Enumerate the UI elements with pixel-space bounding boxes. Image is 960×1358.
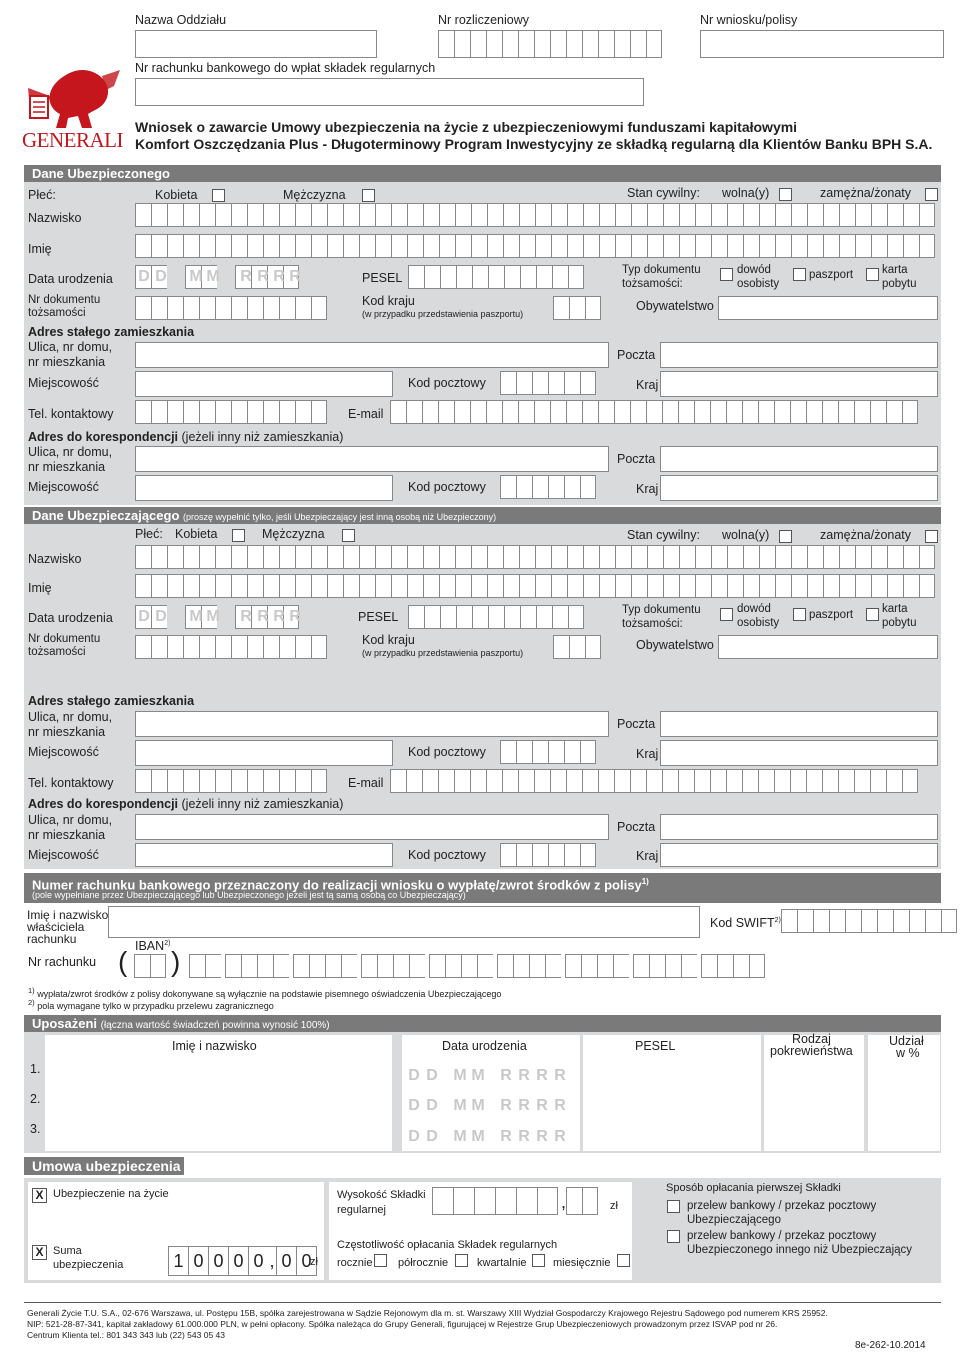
phone-label: Tel. kontaktowy — [28, 407, 114, 421]
insurer-street-label: Ulica, nr domu, — [28, 710, 113, 724]
insurer-doc-number-cells[interactable] — [135, 635, 327, 659]
male-label: Mężczyzna — [283, 188, 346, 202]
insurer-sex-label: Płeć: — [135, 527, 163, 541]
frequency-halfyearly-checkbox[interactable] — [455, 1254, 468, 1267]
country-field[interactable] — [660, 371, 938, 397]
passport-checkbox[interactable] — [793, 268, 806, 281]
insurer-corr-address-note: (jeżeli inny niż zamieszkania) — [181, 797, 344, 811]
logo-text: GENERALI — [22, 128, 123, 152]
insurer-street-field[interactable] — [135, 711, 609, 737]
payment-method-label: Sposób opłacania pierwszej Składki — [666, 1182, 841, 1194]
life-checkbox[interactable]: X — [32, 1188, 47, 1203]
single-label: wolna(y) — [722, 186, 770, 200]
swift-label — [710, 917, 781, 930]
married-label: zamężna/żonaty — [820, 186, 912, 200]
corr-street-label-2: nr mieszkania — [28, 460, 106, 474]
post-field[interactable] — [660, 342, 938, 368]
insurer-id-card-checkbox[interactable] — [720, 608, 733, 621]
insurer-corr-street-label: Ulica, nr domu, — [28, 813, 113, 827]
beneficiary-row-1-number: 1. — [30, 1062, 41, 1076]
insurer-residence-label-2: pobytu — [882, 617, 917, 629]
insurer-postcode-cells[interactable] — [500, 740, 596, 764]
phone-cells[interactable] — [135, 400, 327, 424]
sum-checkbox[interactable]: X — [32, 1245, 47, 1260]
insurer-corr-postcode-label: Kod pocztowy — [408, 848, 486, 862]
insurer-doc-type-label: Typ dokumentu — [622, 604, 701, 616]
beneficiary-row-2-number: 2. — [30, 1092, 41, 1106]
account-number-label: Nr rachunku — [28, 955, 97, 969]
insurer-corr-postcode-cells[interactable] — [500, 843, 596, 867]
id-card-checkbox[interactable] — [720, 268, 733, 281]
owner-label: Imię i nazwisko — [27, 908, 109, 922]
insurer-corr-city-label: Miejscowość — [28, 848, 99, 862]
city-label: Miejscowość — [28, 376, 99, 390]
insurer-post-field[interactable] — [660, 711, 938, 737]
beneficiaries-title: Uposażeni — [32, 1016, 98, 1031]
col-share-header: Udział — [889, 1034, 924, 1048]
corr-postcode-label: Kod pocztowy — [408, 480, 486, 494]
email-label: E-mail — [348, 407, 384, 421]
street-label-2: nr mieszkania — [28, 355, 106, 369]
insurer-country-code-label: Kod kraju — [362, 633, 415, 647]
footnote-1-text: wypłata/zwrot środków z polisy dokonywane są wyłącznie na podstawie pisemnego oświadczenia Ubezpieczającego — [37, 989, 502, 999]
sum-digit: 0 — [277, 1247, 297, 1275]
premium-label: Wysokość Składki — [337, 1189, 426, 1201]
insurer-marital-label: Stan cywilny: — [627, 528, 700, 542]
insurer-doc-number-label: Nr dokumentu — [28, 633, 101, 645]
col-pesel-header: PESEL — [635, 1039, 676, 1053]
frequency-halfyearly-label: półrocznie — [398, 1257, 449, 1269]
footer-line-2: NIP: 521-28-87-341, kapitał zakładowy 61.000.000 PLN, w pełni opłacony. Spółka należąca do Grupy Generali, figurującej w Rejestrze Grup Ubezpieczeniowych prowadzonym przez ISVAP pod nr 26. — [27, 1319, 778, 1329]
form-title-line2: Komfort Oszczędzania Plus - Długoterminowy Program Inwestycyjny ze składką regularną dla Klientów Banku BPH S.A. — [135, 136, 933, 152]
insurer-phone-cells[interactable] — [135, 769, 327, 793]
insurer-doc-type-label-2: tożsamości: — [622, 618, 683, 630]
perm-address-title: Adres stałego zamieszkania — [28, 325, 195, 339]
id-card-label: dowód — [737, 264, 771, 276]
sum-digit: 0 — [253, 1251, 264, 1271]
insurer-surname-cells[interactable] — [135, 545, 935, 569]
bank-header-sup: 1) — [641, 877, 649, 886]
footnote-2-sup: 2) — [28, 998, 35, 1007]
sum-amount-field[interactable] — [168, 1246, 317, 1276]
payment-insurer-label: przelew bankowy / przekaz pocztowy — [687, 1200, 877, 1212]
insurer-city-field[interactable] — [135, 740, 393, 766]
insurer-married-checkbox[interactable] — [925, 530, 938, 543]
premium-cents-cells[interactable] — [566, 1187, 598, 1215]
insurer-country-code-cells[interactable] — [553, 635, 601, 659]
footer-line-3: Centrum Klienta tel.: 801 343 343 lub (22) 543 05 43 — [27, 1330, 225, 1340]
name-label: Imię — [28, 242, 52, 256]
corr-street-label: Ulica, nr domu, — [28, 445, 113, 459]
insurer-country-label: Kraj — [636, 747, 659, 761]
frequency-yearly-label: rocznie — [337, 1257, 373, 1269]
insurer-male-label: Mężczyzna — [262, 527, 325, 541]
col-share-header-2: w % — [896, 1046, 920, 1060]
single-checkbox[interactable] — [779, 188, 792, 201]
email-cells[interactable] — [390, 400, 918, 424]
insurer-corr-post-label: Poczta — [617, 820, 656, 834]
premium-currency: zł — [610, 1200, 618, 1212]
female-checkbox[interactable] — [212, 189, 225, 202]
dob-label: Data urodzenia — [28, 272, 113, 286]
col-name-header: Imię i nazwisko — [172, 1039, 257, 1053]
insurer-corr-post-field[interactable] — [660, 814, 938, 840]
post-label: Poczta — [617, 348, 656, 362]
footnote-1-sup: 1) — [28, 986, 35, 995]
payment-insured-label: przelew bankowy / przekaz pocztowy — [687, 1230, 877, 1242]
bank-header — [24, 873, 941, 903]
account-owner-field[interactable] — [108, 906, 700, 938]
branch-field[interactable] — [135, 30, 377, 58]
insurer-citizenship-field[interactable] — [718, 635, 938, 659]
insurer-name-cells[interactable] — [135, 574, 935, 598]
form-code: 8e-262-10.2014 — [855, 1340, 926, 1351]
citizenship-field[interactable] — [718, 296, 938, 320]
bank-header-note: (pole wypełniane przez Ubezpieczającego lub Ubezpieczonego jeżeli jest tą samą osobą co Ubezpieczający) — [32, 890, 466, 901]
residence-card-label: karta — [882, 264, 908, 276]
sex-label: Płeć: — [28, 188, 56, 202]
insurer-header-note: (proszę wypełnić tylko, jeśli Ubezpieczający jest inną osobą niż Ubezpieczony) — [183, 512, 497, 522]
corr-post-field[interactable] — [660, 446, 938, 472]
sum-comma: , — [268, 1247, 277, 1275]
insurer-single-checkbox[interactable] — [779, 530, 792, 543]
beneficiary-1-dob: D D M M R R R R — [408, 1067, 566, 1084]
footnote-2 — [28, 999, 274, 1012]
insurer-perm-address-title: Adres stałego zamieszkania — [28, 694, 195, 708]
surname-cells[interactable] — [135, 203, 935, 227]
account-number-cells[interactable] — [189, 954, 765, 978]
frequency-yearly-checkbox[interactable] — [374, 1254, 387, 1267]
insurer-email-cells[interactable] — [390, 769, 918, 793]
policy-label: Nr wniosku/polisy — [700, 13, 798, 27]
insurer-residence-label: karta — [882, 603, 908, 615]
insurer-postcode-label: Kod pocztowy — [408, 745, 486, 759]
generali-logo — [22, 66, 126, 156]
beneficiary-3-dob: D D M M R R R R — [408, 1128, 566, 1145]
account-label: Nr rachunku bankowego do wpłat składek regularnych — [135, 61, 436, 75]
footer-line-1: Generali Życie T.U. S.A., 02-676 Warszawa, ul. Postępu 15B, spółka zarejestrowana w Sądzie Rejonowym dla m. st. Warszawy XIII Wydział Gospodarczy Krajowego Rejestru Sądowego pod numerem KRS 25952. — [27, 1308, 828, 1318]
footer-divider — [24, 1302, 941, 1303]
doc-number-cells[interactable] — [135, 296, 327, 320]
corr-address-note: (jeżeli inny niż zamieszkania) — [181, 430, 344, 444]
payment-insured-checkbox[interactable] — [667, 1230, 680, 1243]
city-field[interactable] — [135, 371, 393, 397]
street-field[interactable] — [135, 342, 609, 368]
insurer-corr-city-field[interactable] — [135, 843, 393, 867]
iban-label-text: IBAN — [135, 939, 165, 954]
insurer-corr-street-label-2: nr mieszkania — [28, 828, 106, 842]
insurer-passport-label: paszport — [809, 609, 854, 621]
insurer-country-field[interactable] — [660, 740, 938, 766]
frequency-label: Częstotliwość opłacania Składek regularnych — [337, 1239, 558, 1251]
corr-postcode-cells[interactable] — [500, 475, 596, 499]
insurer-id-card-label: dowód — [737, 603, 771, 615]
insurer-passport-checkbox[interactable] — [793, 608, 806, 621]
sum-currency: zł — [310, 1256, 318, 1268]
iban-prefix-cells[interactable] — [134, 954, 166, 978]
insurer-corr-country-label: Kraj — [636, 849, 659, 863]
insurer-phone-label: Tel. kontaktowy — [28, 776, 114, 790]
col-relation-header: Rodzaj — [792, 1032, 831, 1046]
pesel-cells[interactable] — [408, 265, 584, 289]
doc-number-label-2: tożsamości — [28, 307, 86, 319]
premium-label-2: regularnej — [337, 1204, 386, 1216]
insurer-city-label: Miejscowość — [28, 745, 99, 759]
sum-label: Suma — [53, 1245, 82, 1257]
insurer-dob-placeholder: D D M M R R R R — [138, 608, 301, 625]
insurer-residence-checkbox[interactable] — [866, 608, 879, 621]
dob-placeholder: D D M M R R R R — [138, 268, 301, 285]
country-code-cells[interactable] — [553, 296, 601, 320]
swift-sup: 2) — [774, 917, 781, 924]
bank-header-title: Numer rachunku bankowego przeznaczony do realizacji wniosku o wypłatę/zwrot środków z polisy — [32, 877, 642, 893]
id-card-label-2: osobisty — [737, 278, 780, 290]
postcode-cells[interactable] — [500, 371, 596, 395]
premium-account-field[interactable] — [135, 78, 644, 106]
beneficiaries-header — [24, 1015, 941, 1032]
corr-country-field[interactable] — [660, 475, 938, 501]
insurer-female-checkbox[interactable] — [232, 529, 245, 542]
sum-digit: 1 — [169, 1247, 189, 1275]
insurer-name-label: Imię — [28, 581, 52, 595]
female-label: Kobieta — [155, 188, 198, 202]
doc-type-label: Typ dokumentu — [622, 264, 701, 276]
insurer-corr-street-field[interactable] — [135, 814, 609, 840]
contract-header: Umowa ubezpieczenia — [24, 1157, 184, 1175]
settlement-label: Nr rozliczeniowy — [438, 13, 529, 27]
premium-amount-cells[interactable] — [432, 1187, 558, 1215]
iban-label — [135, 940, 170, 953]
settlement-number-cells[interactable] — [438, 30, 662, 58]
insurer-street-label-2: nr mieszkania — [28, 725, 106, 739]
corr-country-label: Kraj — [636, 482, 659, 496]
corr-address-title: Adres do korespondencji — [28, 430, 179, 444]
insurer-citizenship-label: Obywatelstwo — [636, 638, 714, 652]
insurer-single-label: wolna(y) — [722, 528, 770, 542]
owner-label-2: właściciela — [27, 920, 85, 934]
insurer-corr-country-field[interactable] — [660, 843, 938, 867]
insurer-married-label: zamężna/żonaty — [820, 528, 912, 542]
form-title-line1: Wniosek o zawarcie Umowy ubezpieczenia na życie z ubezpieczeniowymi funduszami kapitałowymi — [135, 119, 798, 135]
beneficiary-row-3-number: 3. — [30, 1122, 41, 1136]
pesel-label: PESEL — [362, 271, 403, 285]
sum-digit: 0 — [209, 1247, 229, 1275]
corr-city-label: Miejscowość — [28, 480, 99, 494]
postcode-label: Kod pocztowy — [408, 376, 486, 390]
col-relation-header-2: pokrewieństwa — [770, 1044, 853, 1058]
branch-label: Nazwa Oddziału — [135, 13, 227, 27]
insurer-male-checkbox[interactable] — [342, 529, 355, 542]
frequency-quarterly-label: kwartalnie — [477, 1257, 527, 1269]
citizenship-label: Obywatelstwo — [636, 299, 714, 313]
iban-close-paren: ) — [171, 946, 181, 977]
beneficiary-2-dob: D D M M R R R R — [408, 1097, 566, 1114]
corr-city-field[interactable] — [135, 475, 393, 501]
name-cells[interactable] — [135, 234, 935, 258]
doc-type-label-2: tożsamości: — [622, 278, 683, 290]
insured-header: Dane Ubezpieczonego — [24, 165, 941, 182]
footnote-2-text: pola wymagane tylko w przypadku przelewu zagranicznego — [37, 1001, 274, 1011]
swift-label-text: Kod SWIFT — [710, 916, 775, 931]
beneficiaries-note: (łączna wartość świadczeń powinna wynosić 100%) — [100, 1020, 330, 1031]
sum-digit: 0 — [301, 1251, 312, 1271]
owner-label-3: rachunku — [27, 932, 77, 946]
country-code-note: (w przypadku przedstawienia paszportu) — [362, 309, 524, 319]
male-checkbox[interactable] — [362, 189, 375, 202]
insurer-dob-label: Data urodzenia — [28, 611, 113, 625]
premium-comma: , — [561, 1192, 567, 1212]
frequency-quarterly-checkbox[interactable] — [532, 1254, 545, 1267]
insurer-pesel-label: PESEL — [358, 610, 399, 624]
passport-label: paszport — [809, 269, 854, 281]
insurer-surname-label: Nazwisko — [28, 552, 82, 566]
street-label: Ulica, nr domu, — [28, 340, 113, 354]
residence-card-label-2: pobytu — [882, 278, 917, 290]
surname-label: Nazwisko — [28, 211, 82, 225]
insurer-id-card-label-2: osobisty — [737, 617, 780, 629]
doc-number-label: Nr dokumentu — [28, 294, 101, 306]
insurer-post-label: Poczta — [617, 717, 656, 731]
insurer-header — [24, 507, 941, 524]
country-label: Kraj — [636, 378, 659, 392]
sum-label-2: ubezpieczenia — [53, 1259, 124, 1271]
iban-open-paren: ( — [118, 946, 128, 977]
insurer-corr-address-title: Adres do korespondencji — [28, 797, 179, 811]
residence-card-checkbox[interactable] — [866, 268, 879, 281]
insurer-country-code-note: (w przypadku przedstawienia paszportu) — [362, 648, 524, 658]
frequency-monthly-label: miesięcznie — [553, 1257, 611, 1269]
policy-number-field[interactable] — [700, 30, 944, 58]
marital-label: Stan cywilny: — [627, 186, 700, 200]
insurer-email-label: E-mail — [348, 776, 384, 790]
sum-digit: 0 — [229, 1247, 249, 1275]
frequency-monthly-checkbox[interactable] — [617, 1254, 630, 1267]
swift-cells[interactable] — [781, 909, 957, 933]
corr-street-field[interactable] — [135, 446, 609, 472]
payment-insured-label-2: Ubezpieczonego innego niż Ubezpieczający — [687, 1244, 913, 1256]
corr-post-label: Poczta — [617, 452, 656, 466]
insurer-header-title: Dane Ubezpieczającego — [32, 508, 180, 523]
footnote-1 — [28, 987, 501, 1000]
sum-digit: 0 — [189, 1247, 209, 1275]
payment-insurer-checkbox[interactable] — [667, 1200, 680, 1213]
insurer-female-label: Kobieta — [175, 527, 218, 541]
country-code-label: Kod kraju — [362, 294, 415, 308]
insurer-doc-number-label-2: tożsamości — [28, 646, 86, 658]
col-dob-header: Data urodzenia — [442, 1039, 527, 1053]
married-checkbox[interactable] — [925, 188, 938, 201]
payment-insurer-label-2: Ubezpieczającego — [687, 1214, 781, 1226]
insurer-pesel-cells[interactable] — [408, 605, 584, 629]
iban-sup: 2) — [164, 940, 171, 947]
life-label: Ubezpieczenie na życie — [53, 1188, 169, 1200]
